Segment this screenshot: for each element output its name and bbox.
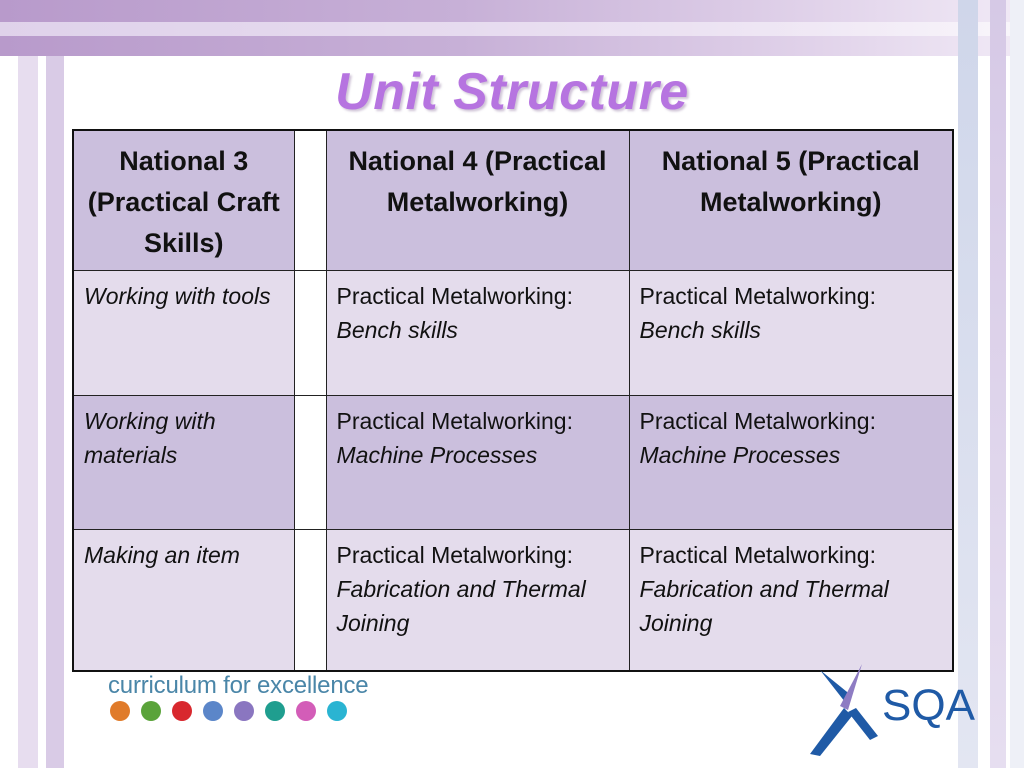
cfe-dot-icon bbox=[110, 701, 130, 721]
curriculum-for-excellence-logo-text: curriculum for excellence bbox=[108, 672, 369, 699]
n5-unit: Machine Processes bbox=[639, 442, 841, 468]
n4-cell bbox=[326, 530, 629, 671]
n3-cell bbox=[73, 396, 294, 530]
table-row bbox=[73, 396, 953, 530]
n3-unit: Working with tools bbox=[84, 283, 271, 309]
cfe-dot-icon bbox=[234, 701, 254, 721]
n4-prefix: Practical Metalworking: bbox=[336, 542, 573, 568]
n5-cell bbox=[629, 396, 953, 530]
unit-structure-table bbox=[72, 129, 954, 672]
cfe-dot-icon bbox=[141, 701, 161, 721]
n4-cell bbox=[326, 271, 629, 396]
cfe-dot-icon bbox=[265, 701, 285, 721]
left-decorative-stripe bbox=[18, 56, 38, 768]
n5-prefix: Practical Metalworking: bbox=[639, 542, 876, 568]
top-decorative-stripe bbox=[0, 22, 1024, 36]
n4-prefix: Practical Metalworking: bbox=[336, 408, 573, 434]
cfe-dot-icon bbox=[296, 701, 316, 721]
curriculum-for-excellence-dots bbox=[110, 701, 347, 721]
n3-unit: Working with materials bbox=[84, 408, 216, 468]
n3-cell bbox=[73, 271, 294, 396]
n5-unit: Bench skills bbox=[639, 317, 761, 343]
table-header-row bbox=[73, 130, 953, 271]
cfe-dot-icon bbox=[172, 701, 192, 721]
saltire-icon bbox=[810, 664, 878, 756]
header-national-5: National 5 (Practical Metalworking) bbox=[629, 130, 953, 271]
spacer-cell bbox=[294, 530, 326, 671]
table-row bbox=[73, 271, 953, 396]
n3-unit: Making an item bbox=[84, 542, 240, 568]
left-decorative-stripe-2 bbox=[46, 56, 64, 768]
n5-cell bbox=[629, 271, 953, 396]
sqa-logo-text: SQA bbox=[882, 681, 975, 730]
n5-unit: Fabrication and Thermal Joining bbox=[639, 576, 889, 636]
n4-unit: Machine Processes bbox=[336, 442, 538, 468]
header-national-4: National 4 (Practical Metalworking) bbox=[326, 130, 629, 271]
n5-cell bbox=[629, 530, 953, 671]
n4-unit: Bench skills bbox=[336, 317, 458, 343]
n5-prefix: Practical Metalworking: bbox=[639, 408, 876, 434]
n5-prefix: Practical Metalworking: bbox=[639, 283, 876, 309]
spacer-cell bbox=[294, 271, 326, 396]
header-national-3: National 3 (Practical Craft Skills) bbox=[73, 130, 294, 271]
n4-cell bbox=[326, 396, 629, 530]
table-row bbox=[73, 530, 953, 671]
slide-title: Unit Structure bbox=[335, 63, 689, 121]
sqa-logo bbox=[800, 662, 990, 758]
n3-cell bbox=[73, 530, 294, 671]
n4-prefix: Practical Metalworking: bbox=[336, 283, 573, 309]
cfe-dot-icon bbox=[327, 701, 347, 721]
cfe-dot-icon bbox=[203, 701, 223, 721]
n4-unit: Fabrication and Thermal Joining bbox=[336, 576, 586, 636]
header-spacer bbox=[294, 130, 326, 271]
spacer-cell bbox=[294, 396, 326, 530]
